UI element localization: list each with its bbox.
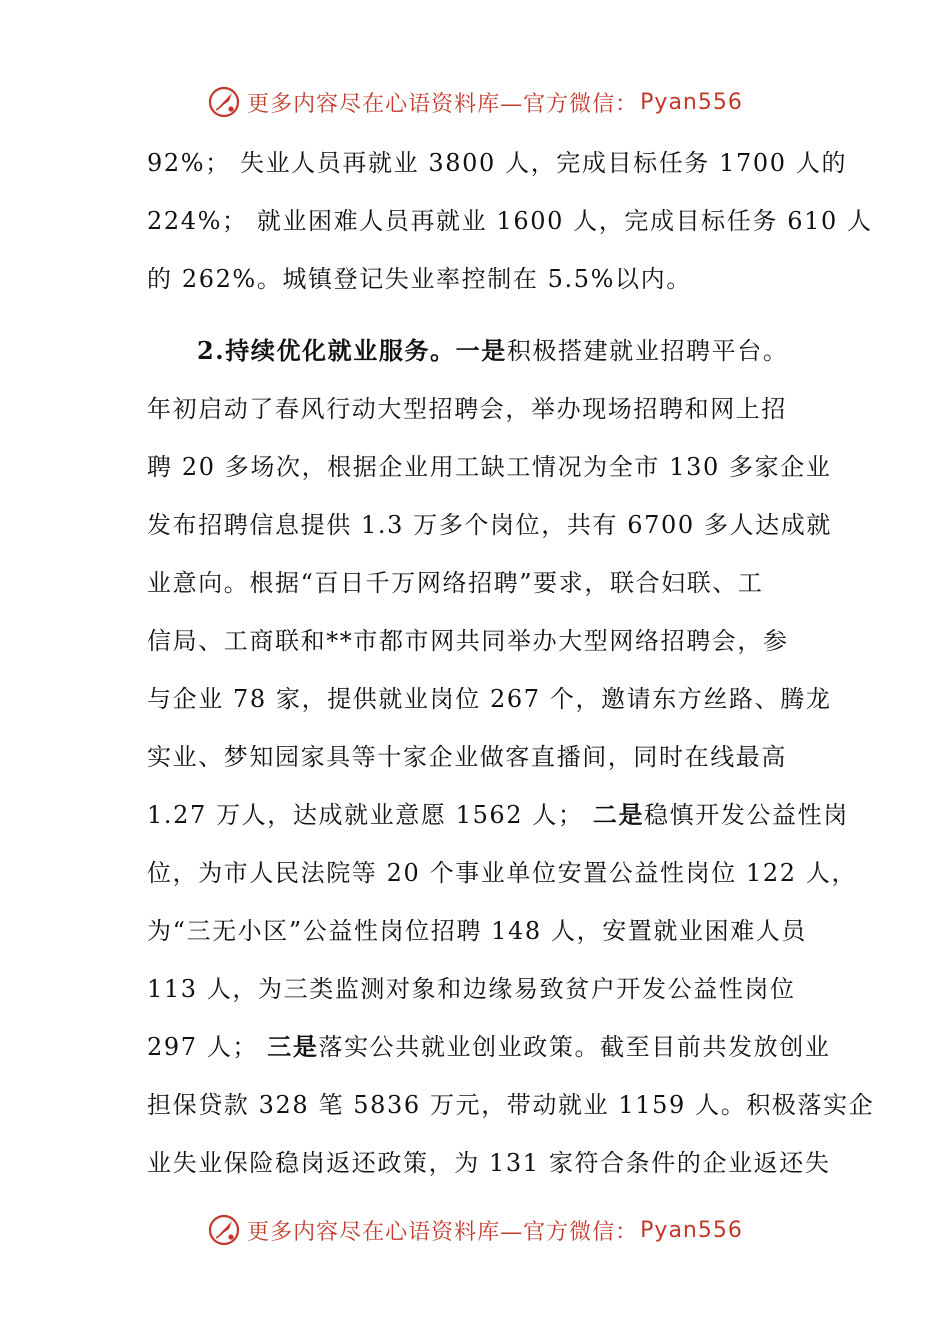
paragraph-employment-services — [147, 322, 875, 1192]
point-three-label: 三是 — [267, 1032, 319, 1061]
watermark-handle: Pyan556 — [640, 89, 743, 115]
watermark-text: 更多内容尽在心语资料库—官方微信： — [247, 91, 639, 117]
watermark-handle: Pyan556 — [640, 1217, 743, 1243]
point-one-label: 一是 — [455, 336, 507, 365]
text-line: 的 262%。城镇登记失业率控制在 5.5%以内。 — [147, 265, 692, 293]
text-line: 实业、梦知园家具等十家企业做客直播间，同时在线最高 — [147, 743, 787, 771]
text-line: 与企业 78 家，提供就业岗位 267 个，邀请东方丝路、腾龙 — [147, 685, 832, 713]
watermark-top — [0, 84, 950, 120]
paragraph-employment-stats — [147, 134, 873, 308]
text-line: 信局、工商联和**市都市网共同举办大型网络招聘会，参 — [147, 627, 789, 655]
text-line-point-two — [147, 786, 849, 844]
text-line: 业失业保险稳岗返还政策，为 131 家符合条件的企业返还失 — [147, 1149, 831, 1177]
paragraph-heading-line — [147, 322, 819, 380]
text-line: 年初启动了春风行动大型招聘会，举办现场招聘和网上招 — [147, 395, 787, 423]
point-one-text: 积极搭建就业招聘平台。 — [506, 337, 789, 365]
quill-logo-icon — [207, 85, 241, 119]
text-line: 为“三无小区”公益性岗位招聘 148 人，安置就业困难人员 — [147, 917, 808, 945]
text-line: 位，为市人民法院等 20 个事业单位安置公益性岗位 122 人， — [147, 859, 858, 887]
text-line: 224%； 就业困难人员再就业 1600 人，完成目标任务 610 人 — [147, 207, 873, 235]
section-heading: 2.持续优化就业服务。 — [197, 336, 456, 365]
watermark-text: 更多内容尽在心语资料库—官方微信： — [247, 1219, 639, 1245]
text-line: 担保贷款 328 笔 5836 万元，带动就业 1159 人。积极落实企 — [147, 1091, 875, 1119]
watermark-bottom — [0, 1212, 950, 1248]
text-line: 113 人，为三类监测对象和边缘易致贫户开发公益性岗位 — [147, 975, 796, 1003]
quill-logo-icon — [207, 1213, 241, 1247]
text-line: 发布招聘信息提供 1.3 万多个岗位，共有 6700 多人达成就 — [147, 511, 832, 539]
text-line: 92%； 失业人员再就业 3800 人，完成目标任务 1700 人的 — [147, 149, 848, 177]
text-line: 业意向。根据“百日千万网络招聘”要求，联合妇联、工 — [147, 569, 764, 597]
text-span: 297 人； — [147, 1033, 268, 1061]
text-line-point-three — [147, 1018, 831, 1076]
document-body — [147, 134, 875, 1192]
text-line: 聘 20 多场次，根据企业用工缺工情况为全市 130 多家企业 — [147, 453, 832, 481]
text-span: 1.27 万人，达成就业意愿 1562 人； — [147, 801, 593, 829]
point-two-label: 二是 — [592, 800, 645, 829]
text-span: 落实公共就业创业政策。截至目前共发放创业 — [318, 1033, 831, 1061]
text-span: 稳慎开发公益性岗 — [644, 801, 849, 829]
